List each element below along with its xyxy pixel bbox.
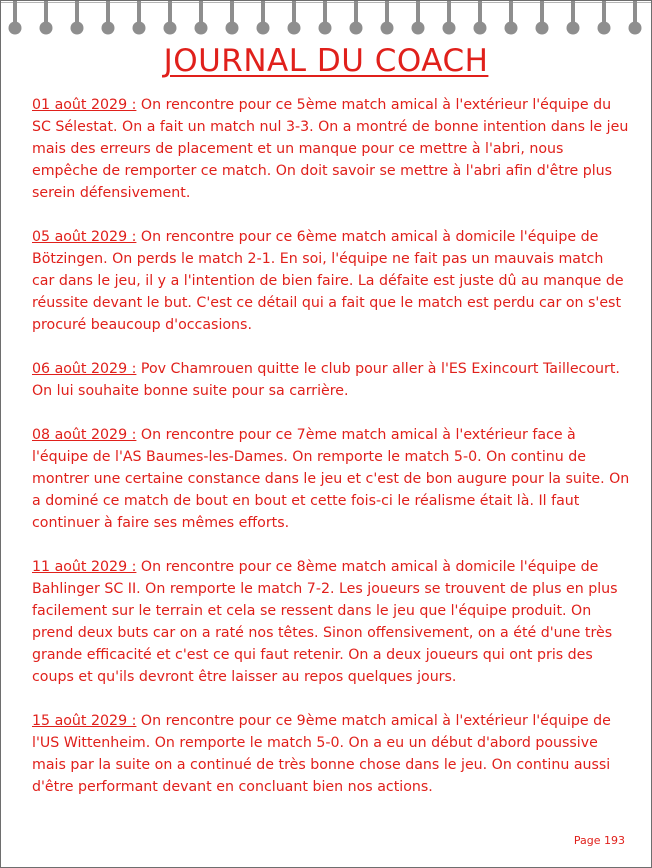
entry-date: 05 août 2029 :	[32, 229, 137, 245]
journal-entry	[32, 556, 630, 688]
binding-ring-hole	[505, 22, 518, 35]
entry-text: On rencontre pour ce 6ème match amical à domicile l'équipe de Bötzingen. On perds le match 2-1. En soi, l'équipe ne fait pas un mauvais match car dans le jeu, il y a l'intention de bien faire. La défaite est juste dû au manque de réussite devant le but. C'est ce détail qui a fait que le match est perdu car on s'est procuré beaucoup d'occasions.	[32, 229, 624, 333]
binding-ring-hole	[443, 22, 456, 35]
journal-entries	[32, 94, 630, 820]
binding-ring-hole	[40, 22, 53, 35]
journal-entry	[32, 226, 630, 336]
binding-ring-hole	[164, 22, 177, 35]
page-title	[1, 41, 651, 81]
entry-text: On rencontre pour ce 7ème match amical à l'extérieur face à l'équipe de l'AS Baumes-les-Dames. On remporte le match 5-0. On continu de montrer une certaine constance dans le jeu et c'est de bon augure pour la suite. On a dominé ce match de bout en bout et cette fois-ci le réalisme était là. Il faut continuer à faire ses mêmes efforts.	[32, 427, 630, 531]
binding-ring-hole	[319, 22, 332, 35]
entry-date: 06 août 2029 :	[32, 361, 137, 377]
binding-ring-hole	[474, 22, 487, 35]
binding-ring-hole	[71, 22, 84, 35]
binding-ring-hole	[381, 22, 394, 35]
entry-text: On rencontre pour ce 9ème match amical à l'extérieur l'équipe de l'US Wittenheim. On remporte le match 5-0. On a eu un début d'abord poussive mais par la suite on a continué de très bonne chose dans le jeu. On continu aussi d'être performant devant en concluant bien nos actions.	[32, 713, 611, 795]
entry-text: Pov Chamrouen quitte le club pour aller à l'ES Exincourt Taillecourt. On lui souhaite bonne suite pour sa carrière.	[32, 361, 620, 399]
binding-ring-hole	[567, 22, 580, 35]
entry-date: 01 août 2029 :	[32, 97, 137, 113]
entry-date: 11 août 2029 :	[32, 559, 137, 575]
binding-ring-hole	[350, 22, 363, 35]
binding-ring-hole	[226, 22, 239, 35]
journal-entry	[32, 710, 630, 798]
journal-entry	[32, 94, 630, 204]
entry-text: On rencontre pour ce 5ème match amical à l'extérieur l'équipe du SC Sélestat. On a fait un match nul 3-3. On a montré de bonne intention dans le jeu mais des erreurs de placement et un manque pour ce mettre à l'abri, nous empêche de remporter ce match. On doit savoir se mettre à l'abri afin d'être plus serein défensivement.	[32, 97, 629, 201]
binding-ring-hole	[536, 22, 549, 35]
entry-date: 15 août 2029 :	[32, 713, 137, 729]
binding-ring-hole	[288, 22, 301, 35]
page-number: Page 193	[573, 834, 625, 847]
binding-ring-hole	[195, 22, 208, 35]
page-title-text: JOURNAL DU COACH	[163, 43, 489, 79]
binding-ring-hole	[257, 22, 270, 35]
binding-ring-hole	[102, 22, 115, 35]
notebook-binding	[1, 1, 651, 41]
binding-ring-hole	[133, 22, 146, 35]
journal-entry	[32, 424, 630, 534]
binding-ring-hole	[629, 22, 642, 35]
entry-date: 08 août 2029 :	[32, 427, 137, 443]
binding-ring-hole	[412, 22, 425, 35]
binding-ring-hole	[9, 22, 22, 35]
binding-ring-hole	[598, 22, 611, 35]
journal-entry	[32, 358, 630, 402]
spiral-rings-icon	[1, 1, 651, 41]
entry-text: On rencontre pour ce 8ème match amical à domicile l'équipe de Bahlinger SC II. On remporte le match 7-2. Les joueurs se trouvent de plus en plus facilement sur le terrain et cela se ressent dans le jeu que l'équipe produit. On prend deux buts car on a raté nos têtes. Sinon offensivement, on a été d'une très grande efficacité et c'est ce qui faut retenir. On a deux joueurs qui ont pris des coups et qu'ils devront être laisser au repos quelques jours.	[32, 559, 618, 685]
